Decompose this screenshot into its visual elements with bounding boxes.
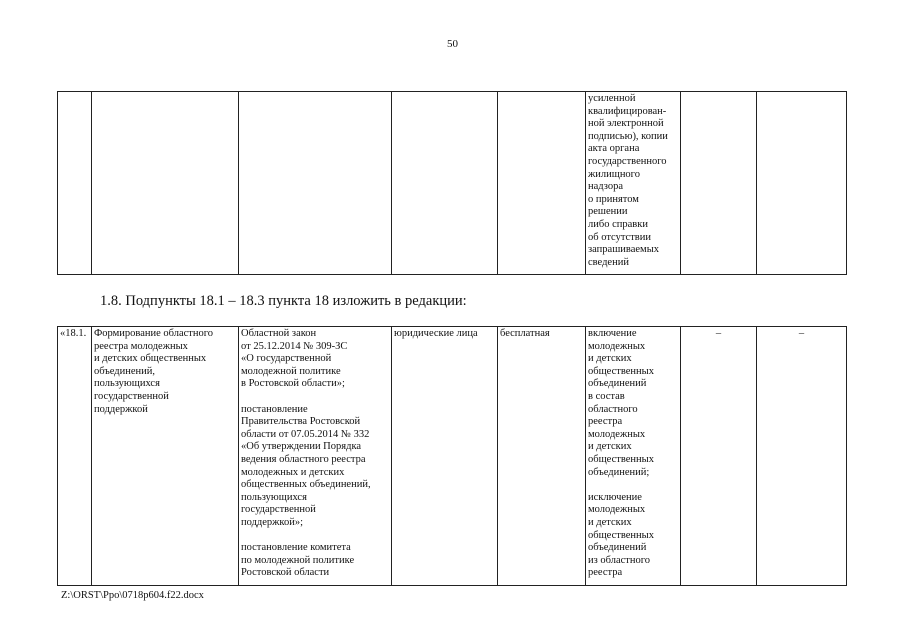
table-cell: [681, 92, 757, 275]
table-cell-legal-basis: Областной закон от 25.12.2014 № 309-ЗС «О государственной молодежной политике в Ростовской области»; постановление Правительства Ростовской области от 07.05.2014 № 332 «Об утверждении Порядка ведения областного реестра молодежных и детских общественных объединений, пользующихся государственной поддержкой»; постановление комитета по молодежной политике Ростовской области: [239, 327, 392, 586]
table-cell: [92, 92, 239, 275]
table-cell: [757, 92, 847, 275]
table-cell-number: «18.1.: [58, 327, 92, 586]
table-cell-recipients: юридические лица: [392, 327, 498, 586]
table-cell: усиленной квалифицирован- ной электронной подписью), копии акта органа государственного жилищного надзора о принятом решении либо справки об отсутствии запрашиваемых сведений: [586, 92, 681, 275]
table-row: [58, 92, 847, 275]
table-cell-service-name: Формирование областного реестра молодежных и детских общественных объединений, пользующихся государственной поддержкой: [92, 327, 239, 586]
file-path-footer: Z:\ORST\Ppo\0718p604.f22.docx: [61, 590, 204, 601]
table-cell: [392, 92, 498, 275]
table-cell-dash: –: [681, 327, 757, 586]
table-cell-result: включение молодежных и детских общественных объединений в состав областного реестра молодежных и детских общественных объединений; исключение молодежных и детских общественных объединений из областного реестра: [586, 327, 681, 586]
table-continuation: [57, 91, 847, 275]
table-cell: [498, 92, 586, 275]
table-cell: [58, 92, 92, 275]
section-heading: 1.8. Подпункты 18.1 – 18.3 пункта 18 изложить в редакции:: [100, 293, 467, 309]
table-cell: [239, 92, 392, 275]
page-number: 50: [447, 38, 458, 50]
table-cell-dash: –: [757, 327, 847, 586]
table-services: [57, 326, 847, 586]
table-row: [58, 327, 847, 586]
table-cell-cost: бесплатная: [498, 327, 586, 586]
